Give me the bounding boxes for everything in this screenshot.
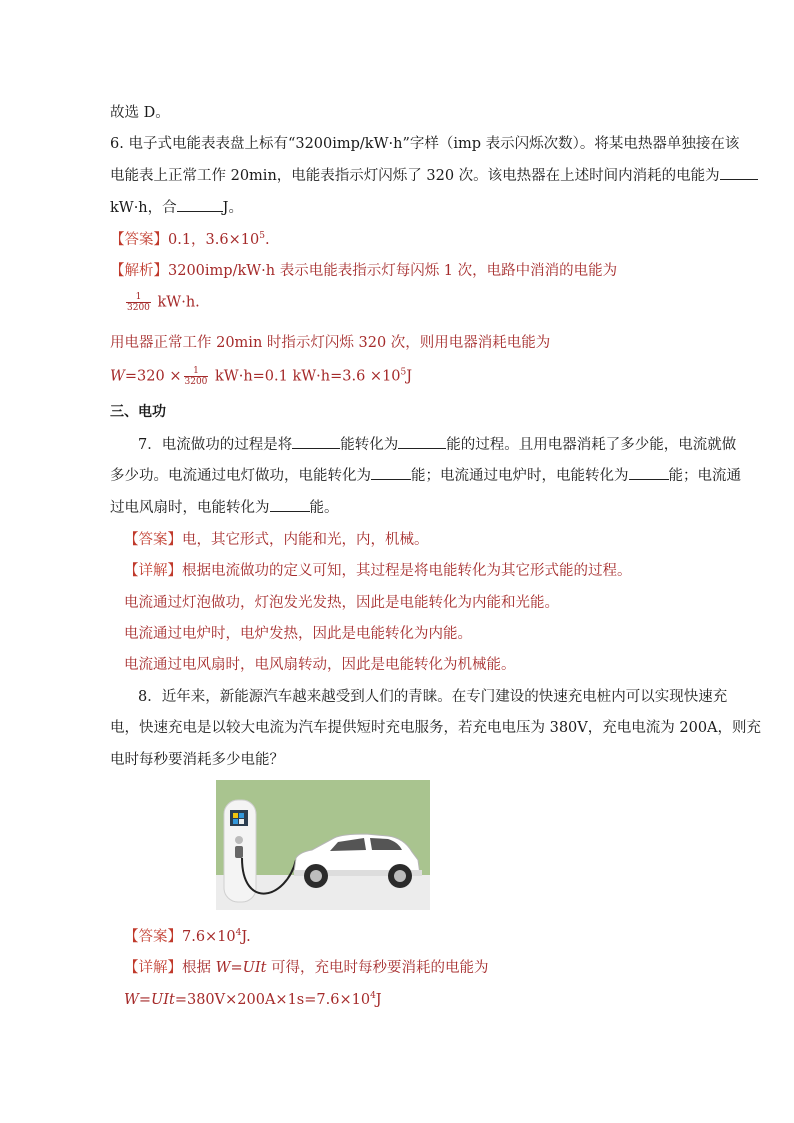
q6-line3-text: kW·h，合 xyxy=(110,200,177,216)
q8-line1: 8．近年来，新能源汽车越来越受到人们的青睐。在专门建设的快速充电桩内可以实现快速充 xyxy=(138,689,728,705)
eq-symbol-w: W xyxy=(110,368,125,385)
q6-line3 xyxy=(110,197,243,218)
eq-part-b: kW·h=0.1 kW·h=3.6 ×10 xyxy=(210,368,401,385)
q8-detail-b: 可得，充电时每秒要消耗的电能为 xyxy=(266,960,489,976)
q6-equation xyxy=(110,366,412,387)
q7-l1c: 能的过程。且用电器消耗了多少能，电流就做 xyxy=(446,437,737,453)
q8-eq-b: J xyxy=(375,992,382,1008)
q6-blank-1[interactable] xyxy=(720,165,758,180)
q8-answer-b: J. xyxy=(241,929,251,945)
q8-answer xyxy=(124,927,251,947)
q7-detail-3: 电流通过电炉时，电炉发热，因此是电能转化为内能。 xyxy=(124,626,472,642)
q7-l3a: 过电风扇时，电能转化为 xyxy=(110,500,270,516)
answer-tag: 【答案】 xyxy=(124,532,182,548)
q8-answer-a: 7.6×10 xyxy=(182,929,236,945)
charging-station-icon xyxy=(224,800,256,902)
detail-tag: 【详解】 xyxy=(124,960,182,976)
q7-detail-2: 电流通过灯泡做功，灯泡发光发热，因此是电能转化为内能和光能。 xyxy=(124,595,559,611)
q6-answer-text: 0.1，3.6×10 xyxy=(168,232,260,248)
q8-detail-formula: W=UIt xyxy=(215,960,267,976)
q6-line1: 6. 电子式电能表表盘上标有“3200imp/kW·h”字样（imp 表示闪烁次数）。将某电热器单独接在该 xyxy=(110,136,740,152)
q6-answer-exp: 5 xyxy=(259,231,265,242)
q8-eq-w: W=UIt xyxy=(124,992,175,1008)
answer-tag: 【答案】 xyxy=(110,232,168,248)
eq-part-c: J xyxy=(406,368,413,385)
q7-detail xyxy=(124,561,632,581)
q7-answer-text: 电，其它形式，内能和光，内，机械。 xyxy=(182,532,429,548)
q8-answer-exp: 4 xyxy=(235,928,242,939)
q7-line3 xyxy=(110,497,339,518)
ev-charging-illustration xyxy=(216,780,430,910)
q7-l1b: 能转化为 xyxy=(340,437,399,453)
q8-equation xyxy=(124,990,382,1010)
fraction xyxy=(126,292,151,313)
q7-l3b: 能。 xyxy=(309,500,339,516)
q7-l1a: 7．电流做功的过程是将 xyxy=(138,437,293,453)
q6-line2 xyxy=(110,165,758,186)
q6-answer-end: . xyxy=(264,232,270,248)
section-title: 三、电功 xyxy=(110,404,166,420)
q7-line2 xyxy=(110,465,741,486)
q6-line2-text: 电能表上正常工作 20min，电能表指示灯闪烁了 320 次。该电热器在上述时间内消耗的电能为 xyxy=(110,168,720,184)
fraction-denominator: 3200 xyxy=(127,303,150,313)
q6-answer xyxy=(110,230,270,250)
analysis-tag: 【解析】 xyxy=(110,263,168,279)
eq-fraction-num: 1 xyxy=(184,366,209,377)
q7-blank-2[interactable] xyxy=(398,434,446,449)
fraction-unit: kW·h. xyxy=(152,294,200,311)
q7-blank-3[interactable] xyxy=(371,465,411,480)
q6-fraction-line xyxy=(124,292,200,313)
fraction-numerator: 1 xyxy=(126,292,151,303)
q6-use-line: 用电器正常工作 20min 时指示灯闪烁 320 次，则用电器消耗电能为 xyxy=(110,335,551,351)
q8-eq-a: =380V×200A×1s=7.6×10 xyxy=(174,992,371,1008)
q7-answer xyxy=(124,530,429,550)
q8-line3: 电时每秒要消耗多少电能？ xyxy=(110,752,284,768)
q8-detail xyxy=(124,958,489,978)
eq-exp: 5 xyxy=(400,367,407,378)
q7-l2c: 能；电流通 xyxy=(668,468,741,484)
q8-detail-a: 根据 xyxy=(182,960,216,976)
eq-fraction xyxy=(184,366,209,387)
q6-analysis xyxy=(110,261,617,281)
answer-tag: 【答案】 xyxy=(124,929,182,945)
q8-eq-exp: 4 xyxy=(370,991,376,1002)
detail-tag: 【详解】 xyxy=(124,563,182,579)
q8-line2: 电，快速充电是以较大电流为汽车提供短时充电服务，若充电电压为 380V，充电电流为 200A，则充 xyxy=(110,720,762,736)
q6-blank-2[interactable] xyxy=(177,197,223,212)
q7-blank-1[interactable] xyxy=(292,434,340,449)
prev-answer: 故选 D。 xyxy=(110,105,170,121)
q6-analysis-text: 3200imp/kW·h 表示电能表指示灯每闪烁 1 次，电路中消消的电能为 xyxy=(168,263,618,279)
q7-l2a: 多少功。电流通过电灯做功，电能转化为 xyxy=(110,468,371,484)
q7-detail-4: 电流通过电风扇时，电风扇转动，因此是电能转化为机械能。 xyxy=(124,657,516,673)
q7-blank-4[interactable] xyxy=(629,465,669,480)
q7-l2b: 能；电流通过电炉时，电能转化为 xyxy=(411,468,629,484)
eq-fraction-den: 3200 xyxy=(184,377,208,387)
q7-detail-text: 根据电流做功的定义可知，其过程是将电能转化为其它形式能的过程。 xyxy=(182,563,632,579)
q7-blank-5[interactable] xyxy=(270,497,310,512)
q7-line1 xyxy=(138,434,736,455)
q6-line3-unit: J。 xyxy=(222,200,243,216)
eq-part-a: =320 × xyxy=(124,368,182,385)
